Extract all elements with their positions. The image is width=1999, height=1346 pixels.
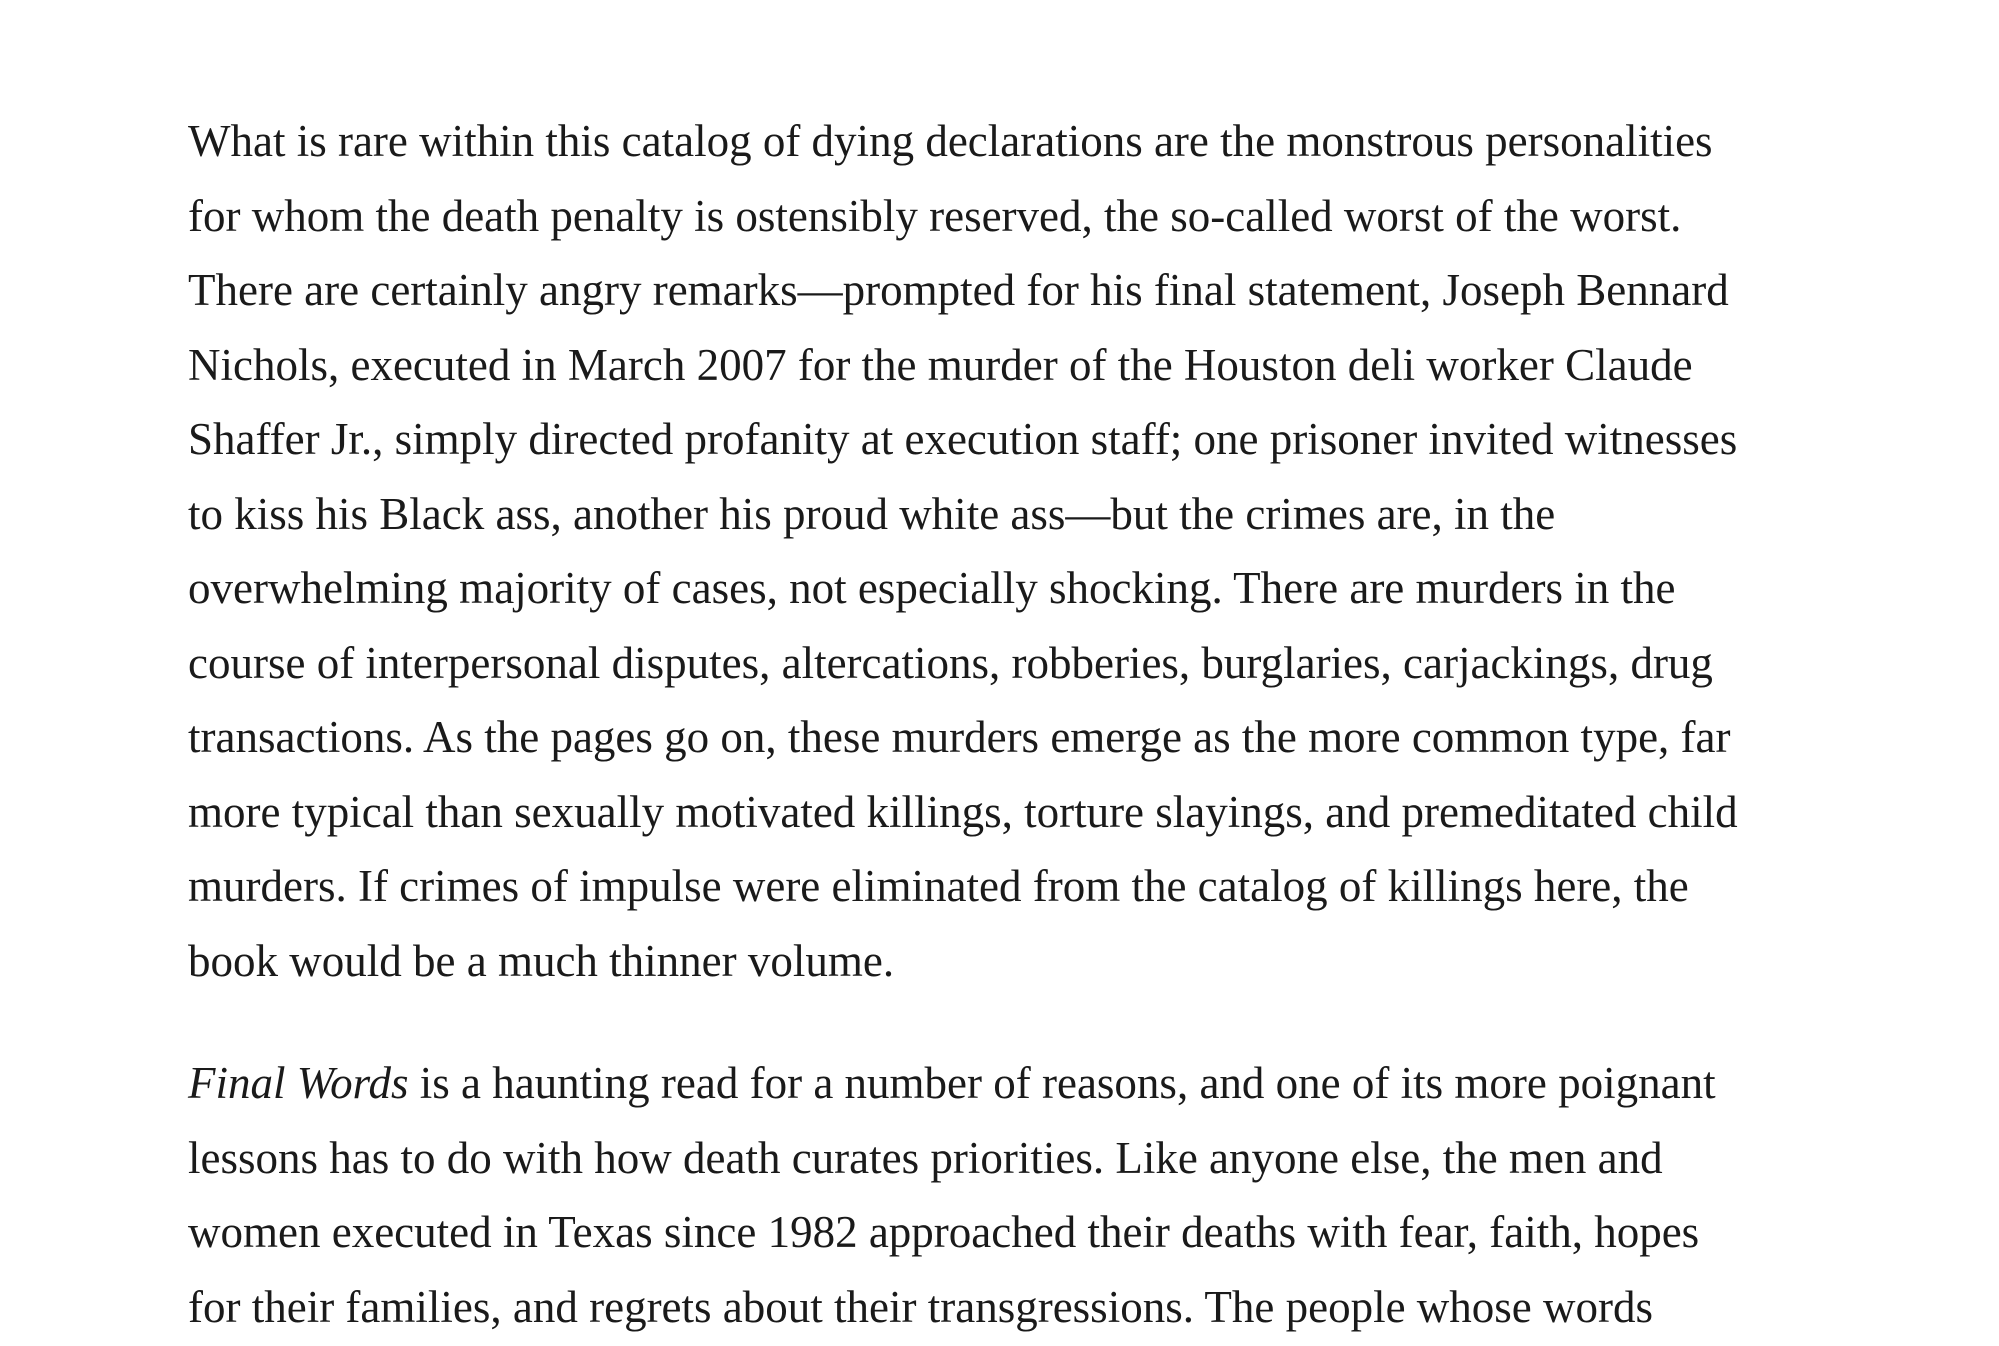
text-line: lessons has to do with how death curates priorities. Like anyone else, the men and (188, 1132, 1663, 1183)
text-line (188, 1046, 1848, 1121)
text-line: murders. If crimes of impulse were eliminated from the catalog of killings here, the (188, 861, 1689, 911)
text-line-rest: is a haunting read for a number of reasons, and one of its more poignant (408, 1058, 1716, 1108)
paragraph (188, 104, 1848, 998)
text-line: more typical than sexually motivated killings, torture slayings, and premeditated child (188, 786, 1738, 837)
text-line: There are certainly angry remarks—prompted for his final statement, Joseph Bennard (188, 265, 1729, 315)
text-line: for their families, and regrets about their transgressions. The people whose words (188, 1281, 1654, 1332)
text-line: women executed in Texas since 1982 approached their deaths with fear, faith, hopes (188, 1207, 1700, 1257)
paragraph (188, 1046, 1848, 1344)
paragraph-spacer (188, 998, 1848, 1046)
text-line: Shaffer Jr., simply directed profanity at execution staff; one prisoner invited witnesses (188, 414, 1738, 464)
text-line: book would be a much thinner volume. (188, 935, 895, 986)
text-line: transactions. As the pages go on, these murders emerge as the more common type, far (188, 712, 1731, 762)
text-line: course of interpersonal disputes, altercations, robberies, burglaries, carjackings, drug (188, 637, 1713, 688)
text-line: for whom the death penalty is ostensibly reserved, the so-called worst of the worst. (188, 190, 1682, 241)
text-line: overwhelming majority of cases, not especially shocking. There are murders in the (188, 563, 1676, 613)
text-line: What is rare within this catalog of dying declarations are the monstrous personalities (188, 116, 1713, 166)
body-text (188, 104, 1848, 1344)
text-line: Nichols, executed in March 2007 for the murder of the Houston deli worker Claude (188, 339, 1693, 390)
text-line: to kiss his Black ass, another his proud white ass—but the crimes are, in the (188, 488, 1556, 539)
book-title: Final Words (188, 1058, 409, 1108)
